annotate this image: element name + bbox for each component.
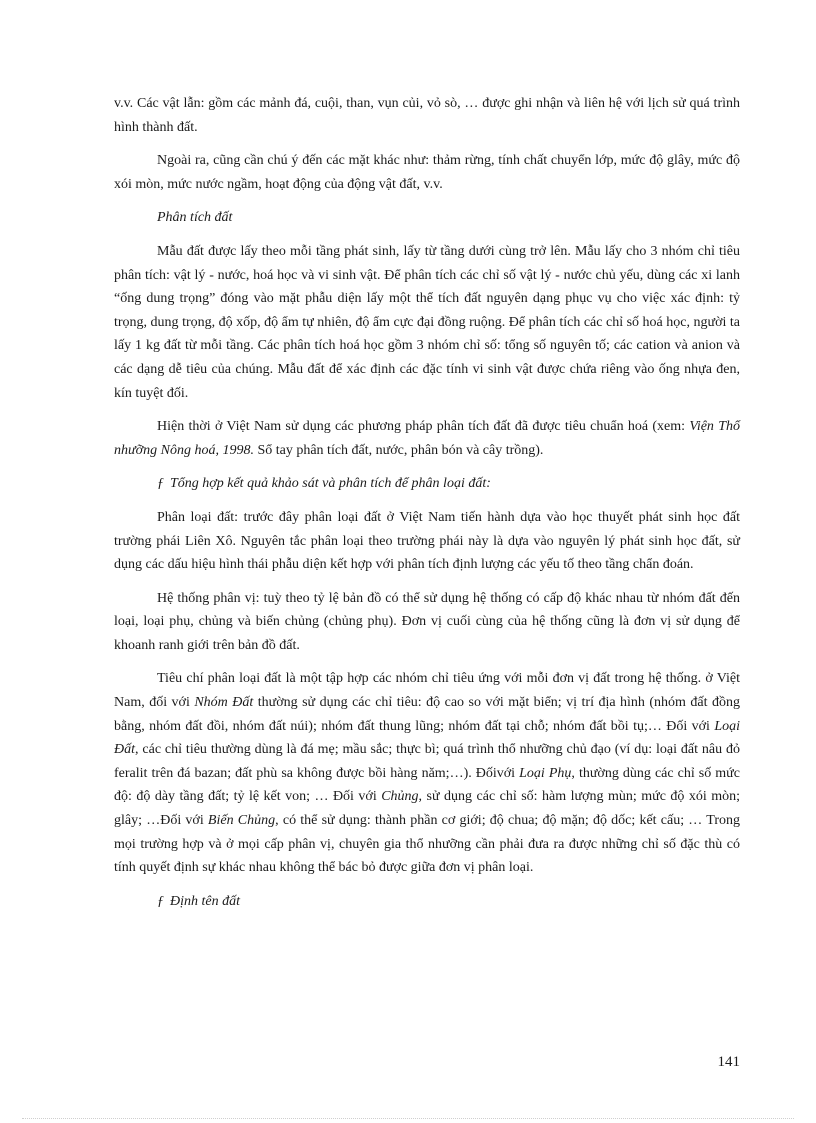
- term-soil-type: Loại Đất: [114, 718, 740, 758]
- bullet-icon: ƒ: [157, 476, 164, 492]
- heading-soil-naming-text: Định tên đất: [170, 893, 240, 909]
- criteria-text-4: , thường dùng các chỉ số mức độ: độ dày tầng đất; tỷ lệ kết von; … Đối với: [114, 765, 740, 805]
- paragraph-classification: Phân loại đất: trước đây phân loại đất ở Việt Nam tiến hành dựa vào học thuyết phát sinh học đất trường phái Liên Xô. Nguyên tắc phân loại theo trường phái này là dựa vào nguyên lý phát sinh học đất, sử dụng các dấu hiệu hình thái phẫu diện kết hợp với phân tích định lượng các yếu tố theo tầng chẩn đoán.: [114, 509, 740, 573]
- bullet-icon: ƒ: [157, 893, 164, 909]
- page-number: 141: [717, 1054, 740, 1070]
- term-subtype: Loại Phụ: [519, 765, 572, 781]
- heading-soil-analysis-text: Phân tích đất: [157, 210, 233, 226]
- body-text: [114, 92, 740, 923]
- paragraph-other-aspects: Ngoài ra, cũng cần chú ý đến các mặt khác như: thảm rừng, tính chất chuyển lớp, mức độ glây, mức độ xói mòn, mức nước ngầm, hoạt động của động vật đất, v.v.: [114, 153, 740, 192]
- term-subvariety: Biến Chủng: [207, 813, 276, 829]
- methods-text-2: Sổ tay phân tích đất, nước, phân bón và cây trồng).: [253, 442, 544, 458]
- paragraph-sample-inclusions: v.v. Các vật lẫn: gồm các mảnh đá, cuội, than, vụn củi, vỏ sò, … được ghi nhận và liên hệ với lịch sử quá trình hình thành đất.: [114, 96, 740, 135]
- heading-synthesis: [114, 472, 740, 496]
- paragraph-sampling: Mẫu đất được lấy theo mỗi tầng phát sinh, lấy từ tầng dưới cùng trở lên. Mẫu lấy cho 3 nhóm chỉ tiêu phân tích: vật lý - nước, hoá học và vi sinh vật. Để phân tích các chỉ số vật lý - nước chủ yếu, dùng các xi lanh “ống dung trọng” đóng vào mặt phẫu diện lấy một thể tích đất nguyên dạng phục vụ cho việc xác định: tỷ trọng, dung trọng, độ xốp, độ ẩm tự nhiên, độ ẩm cực đại đồng ruộng. Để phân tích các chỉ số hoá học, người ta lấy 1 kg đất từ mỗi tầng. Các phân tích hoá học gồm 3 nhóm chỉ số: tổng số nguyên tố; các cation và anion và các dạng dễ tiêu của chúng. Mẫu đất để xác định các đặc tính vi sinh vật được chứa riêng vào ống nhựa đen, kín tuyệt đối.: [114, 243, 740, 401]
- heading-synthesis-text: Tổng hợp kết quả khảo sát và phân tích để phân loại đất:: [170, 476, 491, 492]
- term-variety: Chủng: [381, 789, 419, 805]
- criteria-text-1: Tiêu chí phân loại đất là một tập hợp các nhóm chỉ tiêu ứng với mỗi đơn vị đất trong hệ thống. ở Việt Nam, đối với: [114, 671, 740, 711]
- criteria-text-6: , có thể sử dụng: thành phần cơ giới; độ chua; độ mặn; độ dốc; kết cấu; … Trong mọi trường hợp và ở mọi cấp phân vị, chuyên gia thổ nhưỡng cần phải đưa ra được những chỉ số đặc thù có tính quyết định sự khác nhau không thể bác bỏ được giữa đơn vị phân loại.: [114, 813, 740, 876]
- methods-citation: Viện Thổ nhưỡng Nông hoá, 1998.: [114, 419, 740, 458]
- term-soil-group: Nhóm Đất: [194, 695, 254, 711]
- paragraph-criteria: [114, 667, 740, 879]
- heading-soil-naming: [114, 890, 740, 914]
- heading-soil-analysis: [114, 206, 740, 230]
- criteria-text-2: thường sử dụng các chỉ tiêu: độ cao so với mặt biển; vị trí địa hình (nhóm đất đồng bằng, nhóm đất đồi, nhóm đất núi); nhóm đất thung lũng; nhóm đất tại chỗ; nhóm đất bồi tụ;… Đối với: [114, 695, 740, 734]
- methods-text-1: Hiện thời ở Việt Nam sử dụng các phương pháp phân tích đất đã được tiêu chuẩn hoá (xem:: [157, 419, 690, 435]
- page-bottom-divider: [22, 1118, 794, 1119]
- paragraph-taxonomy-system: Hệ thống phân vị: tuỳ theo tỷ lệ bản đồ có thể sử dụng hệ thống có cấp độ khác nhau từ nhóm đất đến loại, loại phụ, chủng và biến chủng (chủng phụ). Đơn vị cuối cùng của hệ thống cũng là đơn vị sử dụng để khoanh ranh giới trên bản đồ đất.: [114, 590, 740, 653]
- criteria-text-3: , các chỉ tiêu thường dùng là đá mẹ; mầu sắc; thực bì; quá trình thổ nhưỡng chủ đạo (ví dụ: loại đất nâu đỏ feralit trên đá bazan; đất phù sa không được bồi hàng năm;…). Đốivới: [114, 742, 740, 781]
- paragraph-methods: [114, 415, 740, 462]
- criteria-text-5: , sử dụng các chỉ số: hàm lượng mùn; mức độ xói mòn; glây; …Đối với: [114, 789, 741, 829]
